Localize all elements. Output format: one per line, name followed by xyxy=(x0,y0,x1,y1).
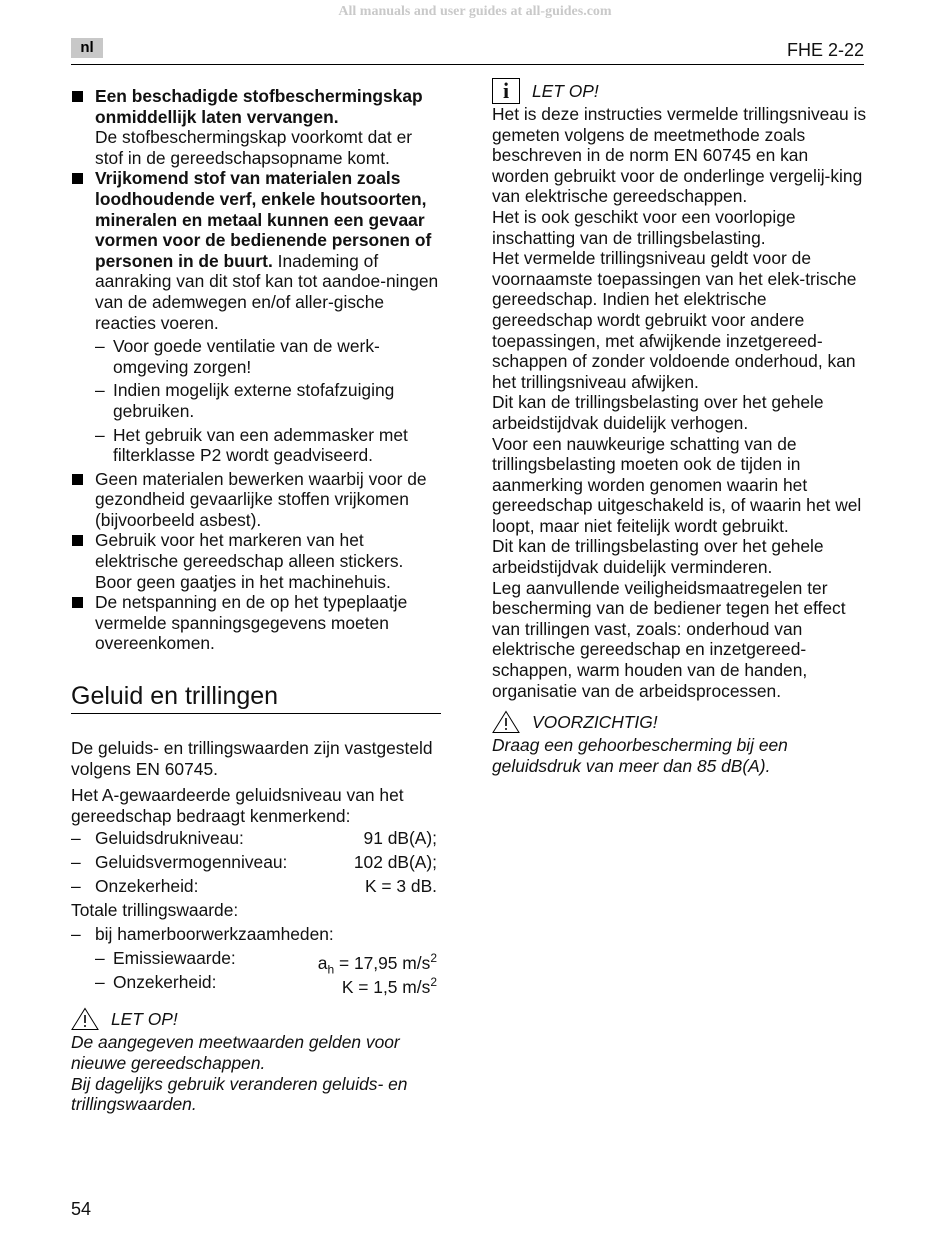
square-bullet-icon xyxy=(72,173,83,184)
left-column xyxy=(71,86,441,1115)
info-paragraph: Leg aanvullende veiligheidsmaatregelen ter bescherming van de bediener tegen het effect van trillingen vast, zoals: onderhoud van elektrische gereedschap en inzetgereed-schappen, warm houden van de handen, organisatie van de arbeidsprocessen. xyxy=(492,577,846,701)
noise-label: Geluidsvermogenniveau: xyxy=(95,852,288,873)
uncertainty-value: K = 1,5 $m/s^2$ xyxy=(341,975,437,998)
vibration-sub xyxy=(71,922,441,946)
square-bullet-icon xyxy=(72,597,83,608)
bullet-item xyxy=(71,469,441,531)
info-title: LET OP! xyxy=(532,80,599,101)
bullet-bold-text: Vrijkomend stof van materialen zoals loodhoudende verf, enkele houtsoorten, mineralen en metaal kunnen een gevaar vormen voor de bedienende personen of personen in de buurt. xyxy=(95,168,432,271)
noise-value: K = 3 dB. xyxy=(364,876,437,897)
info-paragraph: Voor een nauwkeurige schatting van de trillingsbelasting moeten ook de tijden in aanmerking worden genomen waarin het gereedschap uitgeschakeld is, of waarin het wel loopt, maar niet feitelijk wordt gebruikt. xyxy=(492,433,862,536)
noise-row xyxy=(71,826,441,850)
bullet-item xyxy=(71,530,441,592)
info-icon: i xyxy=(492,78,520,104)
note-text: Bij dagelijks gebruik veranderen geluids- en trillingswaarden. xyxy=(71,1073,408,1115)
warning-icon xyxy=(492,710,520,734)
dash-marker: – xyxy=(71,852,81,873)
bullet-text: De stofbeschermingskap voorkomt dat er stof in de gereedschapsopname komt. xyxy=(95,127,413,168)
watermark: All manuals and user guides at all-guides.com xyxy=(338,4,612,19)
dash-marker: – xyxy=(95,380,105,401)
info-header xyxy=(492,78,867,104)
info-paragraph: Dit kan de trillingsbelasting over het gehele arbeidstijdvak duidelijk verminderen. xyxy=(492,536,824,578)
noise-label: Geluidsdrukniveau: xyxy=(95,828,244,849)
bullet-bold-text: Een beschadigde stofbeschermingskap onmiddellijk laten vervangen. xyxy=(95,86,423,127)
noise-label: Onzekerheid: xyxy=(95,876,199,897)
noise-value: 102 dB(A); xyxy=(353,852,437,873)
vibration-title-text: Totale trillingswaarde: xyxy=(71,900,239,921)
sub-item-text: Het gebruik van een ademmasker met filterklasse P2 wordt geadviseerd. xyxy=(113,424,408,466)
note-header xyxy=(71,1006,441,1032)
vibration-title xyxy=(71,898,441,922)
dash-marker: – xyxy=(95,336,105,357)
dash-marker: – xyxy=(71,876,81,897)
model-label: FHE 2-22 xyxy=(786,40,864,60)
noise-value: 91 dB(A); xyxy=(363,828,437,849)
language-badge: nl xyxy=(71,38,103,58)
info-paragraph: Het vermelde trillingsniveau geldt voor de voornaamste toepassingen van het elek-trische gereedschap. Indien het elektrische gereedschap wordt gebruikt voor andere toepassingen, met afwijkende inzetgereed-schappen of zonder voldoende onderhoud, kan het trillingsniveau afwijken. xyxy=(492,248,857,392)
info-paragraph: Dit kan de trillingsbelasting over het gehele arbeidstijdvak duidelijk verhogen. xyxy=(492,392,824,433)
noise-row xyxy=(71,874,441,898)
caution-header xyxy=(492,709,867,735)
vibration-sub-text: bij hamerboorwerkzaamheden: xyxy=(95,924,334,945)
sub-item xyxy=(71,425,441,466)
emission-value: $a_h = 17,95$ $m/s^2$ xyxy=(317,951,437,977)
noise-row xyxy=(71,850,441,874)
uncertainty-label: Onzekerheid: xyxy=(113,972,217,993)
bullet-text: Geen materialen bewerken waarbij voor de gezondheid gevaarlijke stoffen vrijkomen (bijvoorbeeld asbest). xyxy=(95,468,427,530)
note-title: LET OP! xyxy=(111,1009,178,1030)
dash-marker: – xyxy=(95,948,105,969)
warning-icon xyxy=(71,1007,99,1031)
section-title: Geluid en trillingen xyxy=(71,681,441,714)
info-paragraph: Het is deze instructies vermelde trillingsniveau is gemeten volgens de meetmethode zoals beschreven in de norm EN 60745 en kan worden gebruikt voor de onderlinge vergelij-king van elektrische gereedschappen. xyxy=(492,104,867,207)
right-column xyxy=(492,77,867,776)
page-number: 54 xyxy=(71,1199,92,1219)
caution-title: VOORZICHTIG! xyxy=(532,711,658,732)
header-divider xyxy=(71,64,864,65)
emission-label: Emissiewaarde: xyxy=(113,948,236,969)
square-bullet-icon xyxy=(72,474,83,485)
bullet-text: Gebruik voor het markeren van het elektrische gereedschap alleen stickers. Boor geen gaatjes in het machinehuis. xyxy=(95,530,404,592)
bullet-item xyxy=(71,592,441,654)
square-bullet-icon xyxy=(72,91,83,102)
paragraph: De geluids- en trillingswaarden zijn vastgesteld volgens EN 60745. xyxy=(71,738,433,779)
sub-item xyxy=(71,380,441,421)
square-bullet-icon xyxy=(72,535,83,546)
bullet-item xyxy=(71,168,441,333)
paragraph: Het A-gewaardeerde geluidsniveau van het gereedschap bedraagt kenmerkend: xyxy=(71,785,404,826)
dash-marker: – xyxy=(95,972,105,993)
note-text: De aangegeven meetwaarden gelden voor nieuwe gereedschappen. xyxy=(71,1032,400,1073)
bullet-item xyxy=(71,86,441,168)
emission-row xyxy=(71,946,441,977)
bullet-text: Inademing of aanraking van dit stof kan tot aandoe-ningen van de ademwegen en/of aller-gische reacties voeren. xyxy=(95,250,439,333)
dash-marker: – xyxy=(95,424,105,445)
dash-marker: – xyxy=(71,924,81,945)
caution-text: Draag een gehoorbescherming bij een geluidsdruk van meer dan 85 dB(A). xyxy=(492,735,788,776)
sub-item-text: Voor goede ventilatie van de werk-omgeving zorgen! xyxy=(113,336,380,377)
bullet-text: De netspanning en de op het typeplaatje vermelde spanningsgegevens moeten overeenkomen. xyxy=(95,592,408,654)
uncertainty-row xyxy=(71,970,441,998)
dash-marker: – xyxy=(71,828,81,849)
sub-item-text: Indien mogelijk externe stofafzuiging gebruiken. xyxy=(113,380,395,421)
sub-item xyxy=(71,336,441,377)
info-paragraph: Het is ook geschikt voor een voorlopige inschatting van de trillingsbelasting. xyxy=(492,206,796,248)
